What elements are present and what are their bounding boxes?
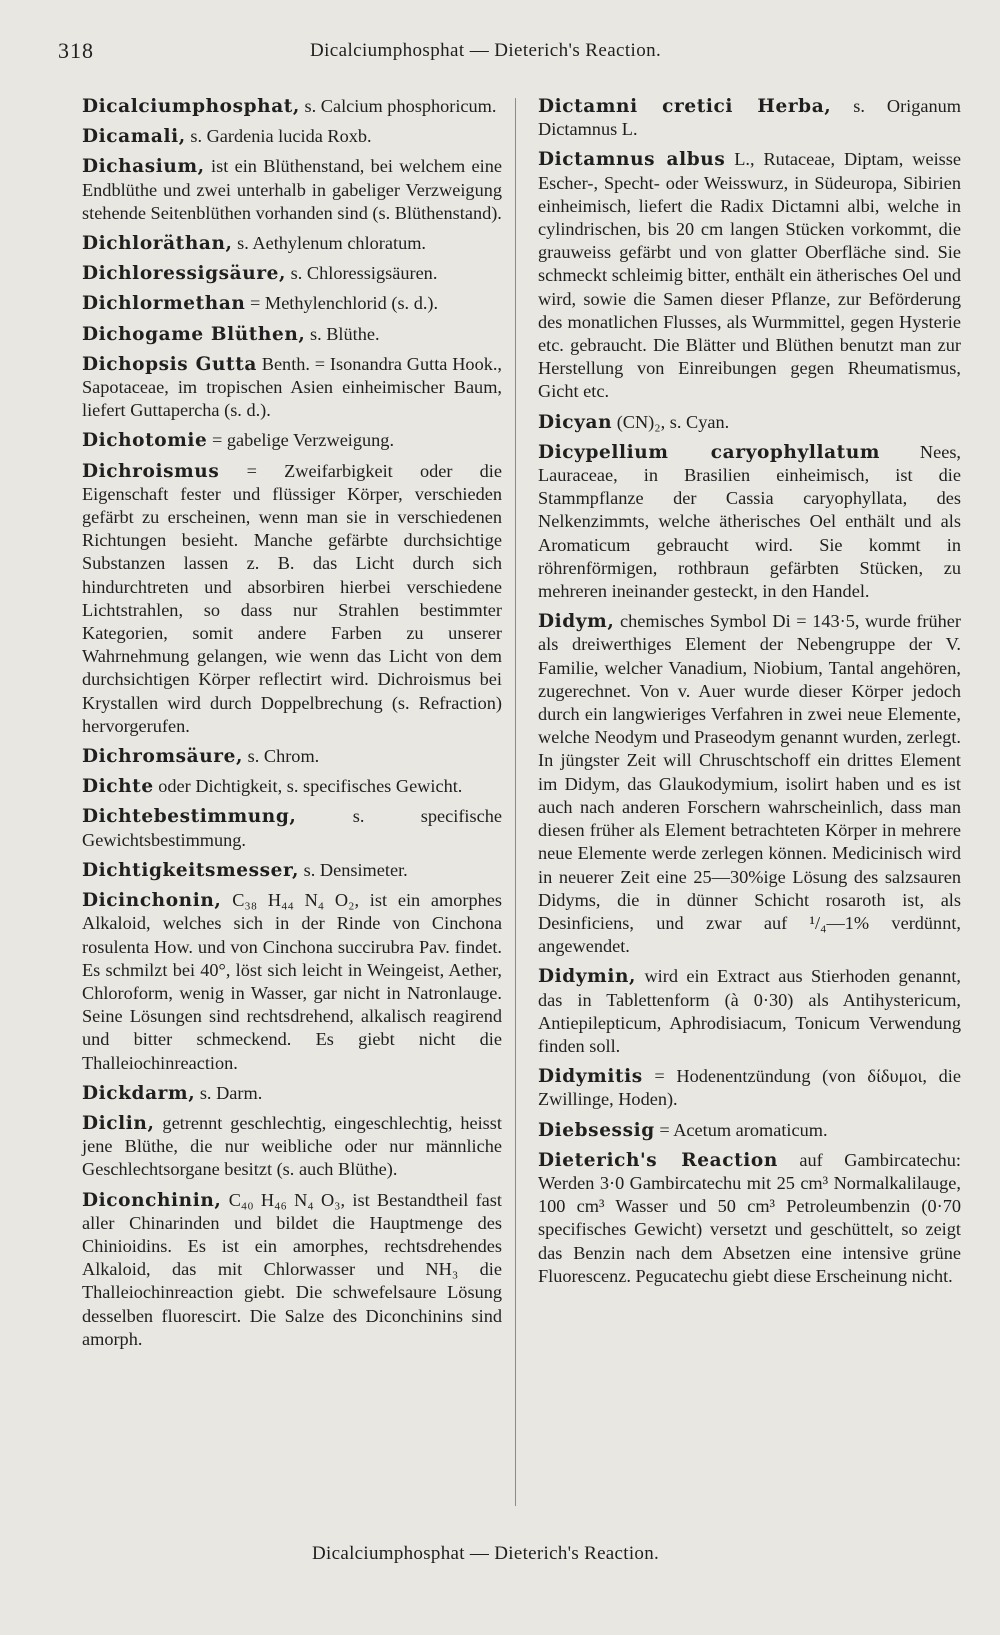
dictionary-entry xyxy=(82,292,502,315)
dictionary-entry xyxy=(82,232,502,255)
dictionary-entry xyxy=(82,155,502,225)
entry-headword: Dichte xyxy=(82,776,154,798)
entry-text: s. Darm. xyxy=(195,1082,263,1103)
dictionary-entry xyxy=(538,95,961,141)
dictionary-entry xyxy=(82,805,502,851)
column-divider xyxy=(515,98,516,1506)
dictionary-entry xyxy=(538,148,961,403)
entry-headword: Diclin, xyxy=(82,1112,155,1134)
entry-text: auf Gambircatechu: Werden 3·0 Gambircatechu mit 25 cm³ Normalkalilauge, 100 cm³ Wasser und 50 cm³ Petroleumbenzin (0·70 specifisches Gewicht) versetzt und geschüttelt, so zeigt das Benzin nach dem Absetzen eine intensive grüne Fluorescenz. Pegucatechu giebt diese Erscheinung nicht. xyxy=(538,1149,961,1286)
dictionary-entry xyxy=(538,411,961,434)
dictionary-entry xyxy=(538,441,961,603)
left-column xyxy=(82,95,502,1358)
dictionary-entry xyxy=(538,610,961,958)
dictionary-entry xyxy=(82,460,502,738)
entry-text: s. Origanum Dictamnus L. xyxy=(538,96,961,140)
entry-headword: Dichtigkeitsmesser, xyxy=(82,859,300,881)
entry-text: s. Densimeter. xyxy=(299,859,408,880)
entry-text: chemisches Symbol Di = 143·5, wurde früher als dreiwerthiges Element der Nebengruppe der V. Familie, welcher Vanadium, Niobium, Tantal angehören, zugerechnet. Von v. Auer wurde dieser Körper jedoch durch ein langwieriges Verfahren in zwei neue Elemente, welche Neodym und Praseodym genannt wurden, zerlegt. In jüngster Zeit will Chruschtschoff ein drittes Element im Didym, das Glaukodymium, isolirt haben und es ist auch nach anderen Forschern wahrscheinlich, dass man diesen früher als Element betrachteten Körper in mehrere neue Elemente werde zerlegen können. Medicinisch wird in neuerer Zeit eine 25—30%ige Lösung des salzsauren Didyms, die in dünner Schicht rosaroth ist, als Desinficiens, und zwar auf ¹/₄—1% verdünnt, angewendet. xyxy=(538,611,961,957)
dictionary-entry xyxy=(538,1149,961,1288)
entry-headword: Dichotomie xyxy=(82,430,208,452)
entry-text: s. Calcium phosphoricum. xyxy=(299,96,497,116)
entry-headword: Dichopsis Gutta xyxy=(82,353,257,375)
footer-line: Dicalciumphosphat — Dieterich's Reaction. xyxy=(312,1543,660,1564)
dictionary-entry xyxy=(82,775,502,798)
entry-text: Benth. = Isonandra Gutta Hook., Sapotaceae, im tropischen Asien einheimischer Baum, liefert Guttapercha (s. d.). xyxy=(82,353,502,421)
page-number: 318 xyxy=(58,38,94,63)
dictionary-entry xyxy=(82,323,502,346)
entry-headword: Dieterich's Reaction xyxy=(538,1149,778,1171)
entry-text: wird ein Extract aus Stierhoden genannt, das in Tablettenform (à 0·30) als Antihystericum, Antiepilepticum, Aphrodisiacum, Tonicum Verwendung finden soll. xyxy=(538,966,961,1056)
entry-headword: Dichloressigsäure, xyxy=(82,263,287,285)
entry-headword: Dichloräthan, xyxy=(82,233,233,255)
entry-text: getrennt geschlechtig, eingeschlechtig, heisst jene Blüthe, die nur weibliche oder nur männliche Geschlechtsorgane besitzt (s. auch Blüthe). xyxy=(82,1112,502,1180)
entry-headword: Dichromsäure, xyxy=(82,746,244,768)
entry-text: L., Rutaceae, Diptam, weisse Escher-, Specht- oder Weisswurz, in Südeuropa, Sibirien einheimisch, liefert die Radix Dictamni albi, welche in cylindrischen, bis 20 cm langen Stücken vorkommt, die grauweiss gefärbt und von glatter Oberfläche sind. Sie schmeckt schleimig bitter, enthält ein ätherisches Oel und wird, sowie die Samen dieser Pflanze, zur Beförderung des monatlichen Flusses, als Wurmmittel, gegen Hysterie etc. gebraucht. Die Blätter und Blüthen benutzt man zur Herstellung von Einreibungen gegen Rheumatismus, Gicht etc. xyxy=(538,149,961,402)
entry-headword: Diconchinin, xyxy=(82,1189,222,1211)
entry-headword: Dicypellium caryophyllatum xyxy=(538,441,881,463)
dictionary-entry xyxy=(82,745,502,768)
entry-text: Nees, Lauraceae, in Brasilien einheimisch, ist die Stammpflanze der Cassia caryophyllata, des Nelkenzimmts, welche ätherisches Oel enthält und als Aromaticum gebraucht wird. Sie kommt in röhrenförmigen, rothbraun gefärbten Stücken, zu mehreren ineinander gesteckt, in den Handel. xyxy=(538,441,961,602)
entry-text: = Methylenchlorid (s. d.). xyxy=(245,293,439,314)
dictionary-entry xyxy=(82,1189,502,1351)
entry-headword: Dicyan xyxy=(538,411,613,433)
entry-text: = Zweifarbigkeit oder die Eigenschaft fester und flüssiger Körper, verschieden gefärbt zu erscheinen, wenn man sie in verschiedenen Richtungen besieht. Manche gefärbte durchsichtige Substanzen lassen z. B. das Licht durch sich hindurchtreten und absorbiren hierbei verschiedene Lichtstrahlen, so dass nur Strahlen bestimmter Kategorien, somit andere Farben zu unserer Wahrnehmung gelangen, wie wenn das Licht von dem durchsichtigen Körper reflectirt wird. Dichroismus bei Krystallen wird durch Doppelbrechung (s. Refraction) hervorgerufen. xyxy=(82,460,502,736)
entry-headword: Dichlormethan xyxy=(82,293,246,315)
entry-headword: Dickdarm, xyxy=(82,1082,196,1104)
entry-headword: Dictamnus albus xyxy=(538,149,726,171)
entry-text: s. Gardenia lucida Roxb. xyxy=(185,126,372,147)
dictionary-entry xyxy=(82,889,502,1075)
entry-text: = Hodenentzündung (von δίδυμοι, die Zwillinge, Hoden). xyxy=(538,1066,961,1110)
dictionary-entry xyxy=(82,262,502,285)
entry-text: (CN)₂, s. Cyan. xyxy=(612,411,730,432)
entry-headword: Dichasium, xyxy=(82,156,205,178)
dictionary-entry xyxy=(82,859,502,882)
running-header xyxy=(58,36,960,70)
header-title: Dicalciumphosphat — Dieterich's Reaction. xyxy=(310,40,662,61)
entry-text: = gabelige Verzweigung. xyxy=(207,430,395,451)
entry-headword: Diebsessig xyxy=(538,1119,655,1141)
entry-headword: Didym, xyxy=(538,611,615,633)
dictionary-entry xyxy=(538,965,961,1058)
dictionary-entry xyxy=(538,1065,961,1111)
dictionary-entry xyxy=(82,1112,502,1182)
entry-text: C₄₀ H₄₆ N₄ O₃, ist Bestandtheil fast aller Chinarinden und bildet die Hauptmenge des Chinioidins. Es ist ein amorphes, rechtsdrehendes Alkaloid, das mit Chlorwasser und NH₃ die Thalleiochinreaction giebt. Die schwefelsaure Lösung desselben fluorescirt. Die Salze des Diconchinins sind amorph. xyxy=(82,1189,502,1349)
entry-text: = Acetum aromaticum. xyxy=(654,1119,828,1140)
entry-text: s. Aethylenum chloratum. xyxy=(232,233,427,254)
dictionary-entry xyxy=(82,429,502,452)
entry-text: s. Chrom. xyxy=(243,746,320,767)
entry-headword: Dicinchonin, xyxy=(82,890,222,912)
dictionary-entry xyxy=(82,353,502,423)
entry-text: oder Dichtigkeit, s. specifisches Gewicht. xyxy=(153,776,463,797)
entry-headword: Dictamni cretici Herba, xyxy=(538,96,832,117)
entry-text: C₃₈ H₄₄ N₄ O₂, ist ein amorphes Alkaloid, welches sich in der Rinde von Cinchona rosulenta How. und von Cinchona succirubra Pav. findet. Es schmilzt bei 40°, löst sich leicht in Weingeist, Aether, Chloroform, wenig in Wasser, gar nicht in Natronlauge. Seine Lösungen sind rechtsdrehend, alkalisch reagirend und bitter schmeckend. Es giebt nicht die Thalleiochinreaction. xyxy=(82,890,502,1073)
entry-text: s. specifische Gewichtsbestimmung. xyxy=(82,806,502,850)
dictionary-entry xyxy=(82,95,502,118)
entry-text: s. Blüthe. xyxy=(305,323,380,344)
entry-text: s. Chloressigsäuren. xyxy=(286,263,438,284)
entry-headword: Dichtebestimmung, xyxy=(82,806,297,828)
dictionary-entry xyxy=(82,1082,502,1105)
dictionary-entry xyxy=(538,1119,961,1142)
dictionary-entry xyxy=(82,125,502,148)
entry-headword: Didymin, xyxy=(538,966,637,988)
entry-headword: Dicamali, xyxy=(82,126,186,148)
entry-headword: Dichroismus xyxy=(82,460,220,482)
entry-headword: Dicalciumphosphat, xyxy=(82,96,300,117)
entry-headword: Dichogame Blüthen, xyxy=(82,323,306,345)
right-column xyxy=(538,95,961,1295)
entry-headword: Didymitis xyxy=(538,1066,643,1088)
entry-text: ist ein Blüthenstand, bei welchem eine Endblüthe und zwei unterhalb in gabeliger Verzweigung stehende Seitenblüthen vorhanden sind (s. Blüthenstand). xyxy=(82,156,502,223)
